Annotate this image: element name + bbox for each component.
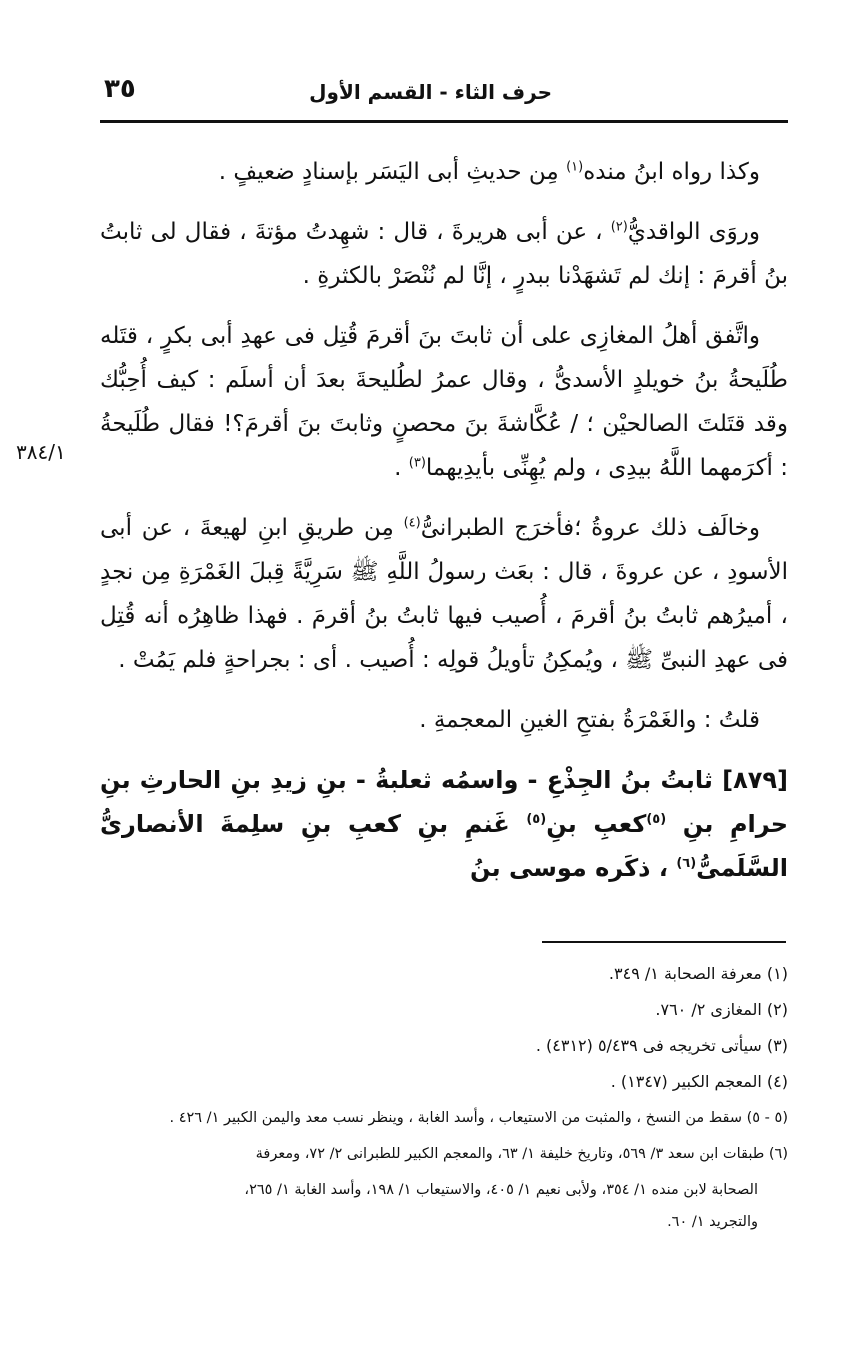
footnote: (١) معرفة الصحابة ١/ ٣٤٩.	[608, 964, 788, 983]
footnote-continuation: الصحابة لابن منده ١/ ٣٥٤، ولأبى نعيم ١/ ٤٠٥، والاستيعاب ١/ ١٩٨، وأسد الغابة ١/ ٢٦٥،	[244, 1182, 758, 1198]
footnote-marker[interactable]: (٥)	[646, 812, 667, 827]
margin-reference: ٣٨٤/١	[16, 440, 66, 464]
footnote: (٤) المعجم الكبير (١٣٤٧) .	[610, 1072, 788, 1091]
footnote: (٦) طبقات ابن سعد ٣/ ٥٦٩، وتاريخ خليفة ١/ ٦٣، والمعجم الكبير للطبرانى ٢/ ٧٢، ومعرفة	[255, 1146, 788, 1162]
paragraph: قلتُ : والغَمْرَةُ بفتحِ الغينِ المعجمةِ .	[419, 707, 760, 733]
footnote-marker[interactable]: (٢)	[610, 219, 628, 235]
footnotes	[100, 958, 788, 1238]
paragraph: وخالَف ذلك عروةُ ؛فأخرَج الطبرانىُّ$^{(٤)}$ مِن طريقِ ابنِ لهيعةَ ، عن أبى الأسودِ ، عن عروةَ ، قال : بعَث رسولُ اللَّهِ ﷺ سَرِيَّةً قِبلَ الغَمْرَةِ مِن نجدٍ ، أميرُهم ثابتُ بنُ أقرمَ ، أُصيب فيها ثابتُ بنُ أقرمَ . فهذا ظاهِرُه أنه قُتِل فى عهدِ النبىِّ ﷺ ، ويُمكِنُ تأويلُ قولِه : أُصيب . أى : بجراحةٍ فلم يَمُتْ .	[100, 515, 788, 673]
footnote-marker[interactable]: (١)	[566, 159, 584, 175]
footnote-rule	[542, 941, 786, 943]
footnote-continuation: والتجريد ١/ ٦٠.	[667, 1214, 758, 1230]
footnote: (٣) سيأتى تخريجه فى ٥/٤٣٩ (٤٣١٢) .	[535, 1036, 788, 1055]
paragraph: وروَى الواقديُّ$^{(٢)}$ ، عن أبى هريرةَ ، قال : شهِدتُ مؤتةَ ، فقال لى ثابتُ بنُ أقرمَ : إنك لم تَشهَدْنا ببدرٍ ، إنَّا لم نُنْصَرْ بالكثرةِ .	[100, 219, 788, 289]
page-number: ٣٥	[104, 74, 136, 104]
running-title: حرف الثاء - القسم الأول	[309, 80, 552, 104]
footnote: (٥ - ٥) سقط من النسخ ، والمثبت من الاستيعاب ، وأسد الغابة ، وينظر نسب معد واليمن الكبير ١/ ٤٢٦ .	[169, 1110, 788, 1126]
entry-heading: [٨٧٩] ثابتُ بنُ الجِذْعِ - واسمُه ثعلبةُ - بنِ زيدِ بنِ الحارثِ بنِ حرامِ بنِ $^{(٥)}$كعبِ بنِ$^{(٥)}$ غَنمِ بنِ كعبِ بنِ سلِمةَ الأنصارىُّ السَّلَمىُّ$^{(٦)}$ ، ذكَره موسى بنُ	[100, 766, 788, 882]
main-text	[100, 150, 788, 906]
paragraph: وكذا رواه ابنُ منده$^{(١)}$ مِن حديثِ أبى اليَسَر بإسنادٍ ضعيفٍ .	[218, 159, 760, 185]
footnote-marker[interactable]: (٤)	[403, 515, 421, 531]
footnote: (٢) المغازى ٢/ ٧٦٠.	[655, 1000, 788, 1019]
header-rule	[100, 120, 788, 123]
footnote-marker[interactable]: (٦)	[676, 856, 697, 871]
page-header	[100, 70, 790, 114]
paragraph: واتَّفق أهلُ المغازِى على أن ثابتَ بنَ أقرمَ قُتِل فى عهدِ أبى بكرٍ ، قتَله طُلَيحةُ بنُ خويلدٍ الأسدىُّ ، وقال عمرُ لطُليحةَ بعدَ أن أسلَم : كيف أُحِبُّك وقد قتَلتَ الصالحيْن ؛ / عُكَّاشةَ بنَ محصنٍ وثابتَ بنَ أقرمَ؟! فقال طُلَيحةُ : أكرَمهما اللَّهُ بيدِى ، ولم يُهِنِّى بأيدِيهما$^{(٣)}$ .	[100, 323, 788, 481]
footnote-marker[interactable]: (٣)	[408, 455, 426, 471]
footnote-marker[interactable]: (٥)	[526, 812, 547, 827]
